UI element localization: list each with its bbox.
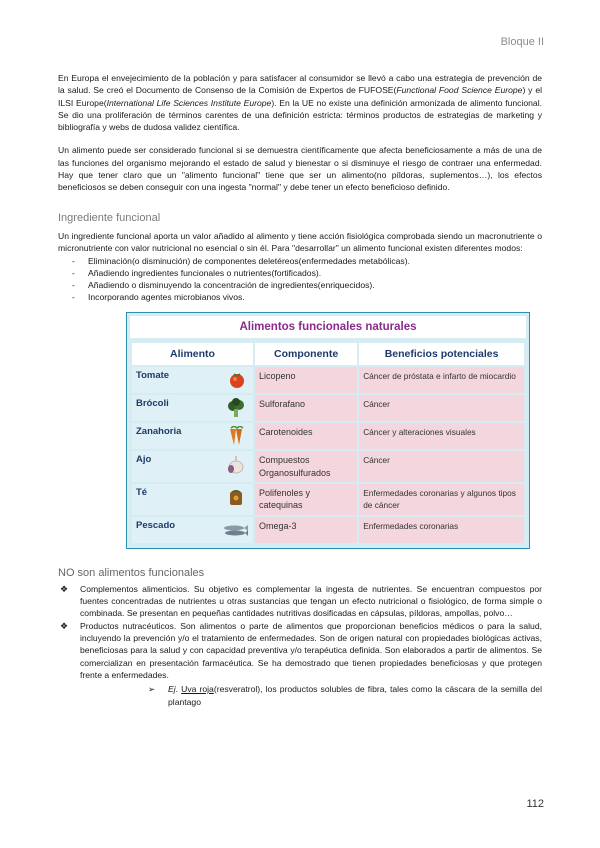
list-item: - Eliminación(o disminución) de componentes deletéreos(enfermedades metabólicas).: [58, 255, 542, 267]
table-header-row: [132, 343, 524, 365]
benefit-cell: Cáncer: [359, 451, 524, 482]
diamond-bullet-icon: ❖: [60, 583, 69, 594]
table: [130, 341, 526, 544]
component-cell: Licopeno: [255, 367, 357, 393]
food-name: Zanahoria: [136, 426, 182, 438]
food-name: Té: [136, 486, 148, 498]
benefit-cell: Cáncer de próstata e infarto de miocardio: [359, 367, 524, 393]
table-row: [132, 367, 524, 393]
food-cell: [132, 367, 253, 393]
intro-text-e: ). En la UE no existe una definición armonizada de alimento funcional. Se dio una proliferación de términos carentes de una definición estricta: términos productos de estrategias de marketing y bibliografía y webs de dudosa validez científica.: [58, 97, 543, 133]
example-prefix: Ej: [168, 684, 176, 695]
example-link: Uva roja: [181, 684, 214, 695]
ingrediente-list: [58, 255, 542, 304]
list-item: - Añadiendo ingredientes funcionales o nutrientes(fortificados).: [58, 267, 542, 279]
table-row: [132, 395, 524, 421]
ingrediente-text: Un ingrediente funcional aporta un valor añadido al alimento y tiene acción fisiológica comprobada siendo un macronutriente o micronutriente con valor nutricional no esencial o sin él. Para "desarrollar" un alimento funcional existen diferentes modos:: [58, 230, 542, 254]
ingrediente-heading: Ingrediente funcional: [58, 211, 161, 224]
benefit-cell: Enfermedades coronarias: [359, 517, 524, 543]
benefit-cell: Enfermedades coronarias y algunos tipos de cáncer: [359, 484, 524, 515]
ilsi-name: International Life Sciences Institute Europe: [106, 97, 272, 108]
fish-icon: [221, 520, 249, 540]
food-cell: [132, 395, 253, 421]
food-name: Ajo: [136, 454, 152, 466]
tea-icon: [221, 487, 249, 507]
table-title: Alimentos funcionales naturales: [130, 316, 526, 338]
list-item: - Añadiendo o disminuyendo la concentración de ingredientes(enriquecidos).: [58, 279, 542, 291]
food-cell: [132, 517, 253, 543]
component-cell: Carotenoides: [255, 423, 357, 449]
intro-paragraph-1: [58, 72, 542, 133]
intro-paragraph-2: Un alimento puede ser considerado funcional si se demuestra científicamente que afecta beneficiosamente a más de una de las funciones del organismo mejorando el estado de salud y bienestar o si disminuye el riesgo de contraer una enfermedad. Hay que tener claro que un "alimento funcional" tiene que ser un alimento(no píldoras, suplementos…), los efectos beneficiosos se deben conseguir con una ingesta "normal" y debe tener un efecto beneficioso definido.: [58, 145, 542, 193]
arrow-bullet-icon: ➢: [148, 684, 156, 695]
food-cell: [132, 451, 253, 482]
table-row: [132, 484, 524, 515]
food-cell: [132, 484, 253, 515]
functional-foods-table: [126, 312, 530, 549]
component-cell: Polifenoles y catequinas: [255, 484, 357, 515]
item-text: Complementos alimenticios. Su objetivo es complementar la ingesta de nutrientes. Se encuentran compuestos por fuentes concentradas de nutrientes u otras sustancias que tengan un efecto nutricional o fisiológico, de forma simple o combinada. Se presentan en pequeñas cantidades nutritivas dosificadas en cápsulas, píldoras, ampollas, polvo…: [80, 583, 542, 619]
component-cell: Compuestos Organosulfurados: [255, 451, 357, 482]
list-item: [58, 583, 542, 620]
component-cell: Omega-3: [255, 517, 357, 543]
header-alimento: Alimento: [132, 343, 253, 365]
intro-text-c: ) y el ILSI Europe(: [58, 85, 543, 108]
section-header: Bloque II: [500, 36, 544, 48]
item-text: Productos nutracéuticos. Son alimentos o parte de alimentos que proporcionan beneficios médicos o para la salud, incluyendo la prevención y/o el tratamiento de enfermedades. Son de origen natural con propiedades biológicas activas, beneficiosas para la salud y con capacidad preventiva y/o terapéutica definida. Son elaborados a partir de alimentos. Se comercializan en presentación farmacéutica. Se ha demostrado que tienen propiedades beneficiosas y que protegen frente a enfermedades.: [80, 620, 542, 680]
food-name: Pescado: [136, 519, 176, 531]
benefit-cell: Cáncer y alteraciones visuales: [359, 423, 524, 449]
carrot-icon: [221, 426, 249, 446]
food-name: Brócoli: [136, 398, 169, 410]
no-funcionales-list: [58, 583, 542, 681]
no-funcionales-heading: NO son alimentos funcionales: [58, 566, 205, 579]
food-name: Tomate: [136, 370, 170, 382]
tomato-icon: [221, 370, 249, 390]
component-cell: Sulforafano: [255, 395, 357, 421]
benefit-cell: Cáncer: [359, 395, 524, 421]
list-item: - Incorporando agentes microbianos vivos.: [58, 291, 542, 303]
food-cell: [132, 423, 253, 449]
broccoli-icon: [221, 398, 249, 418]
page-content: [58, 72, 542, 710]
intro-text-a: En Europa el envejecimiento de la población y para satisfacer al consumidor se llevó a cabo una estrategia de prevención de la salud. Se creó el Documento de Consenso de la Comisión de Expertos de FUFOSE(: [58, 73, 542, 96]
header-beneficios: Beneficios potenciales: [359, 343, 524, 365]
page-number: 112: [526, 798, 544, 810]
table-row: [132, 517, 524, 543]
table-row: [132, 423, 524, 449]
example-item: ➢ Ej. Uva roja(resveratrol), los productos solubles de fibra, tales como la cáscara de la semilla del plantago: [148, 684, 542, 707]
example-text: (resveratrol), los productos solubles de fibra, tales como la cáscara de la semilla del plantago: [168, 684, 542, 707]
list-item: [58, 620, 542, 681]
table-row: [132, 451, 524, 482]
garlic-icon: [221, 454, 249, 474]
fufose-name: Functional Food Science Europe: [396, 85, 523, 96]
header-componente: Componente: [255, 343, 357, 365]
diamond-bullet-icon: ❖: [60, 620, 69, 631]
